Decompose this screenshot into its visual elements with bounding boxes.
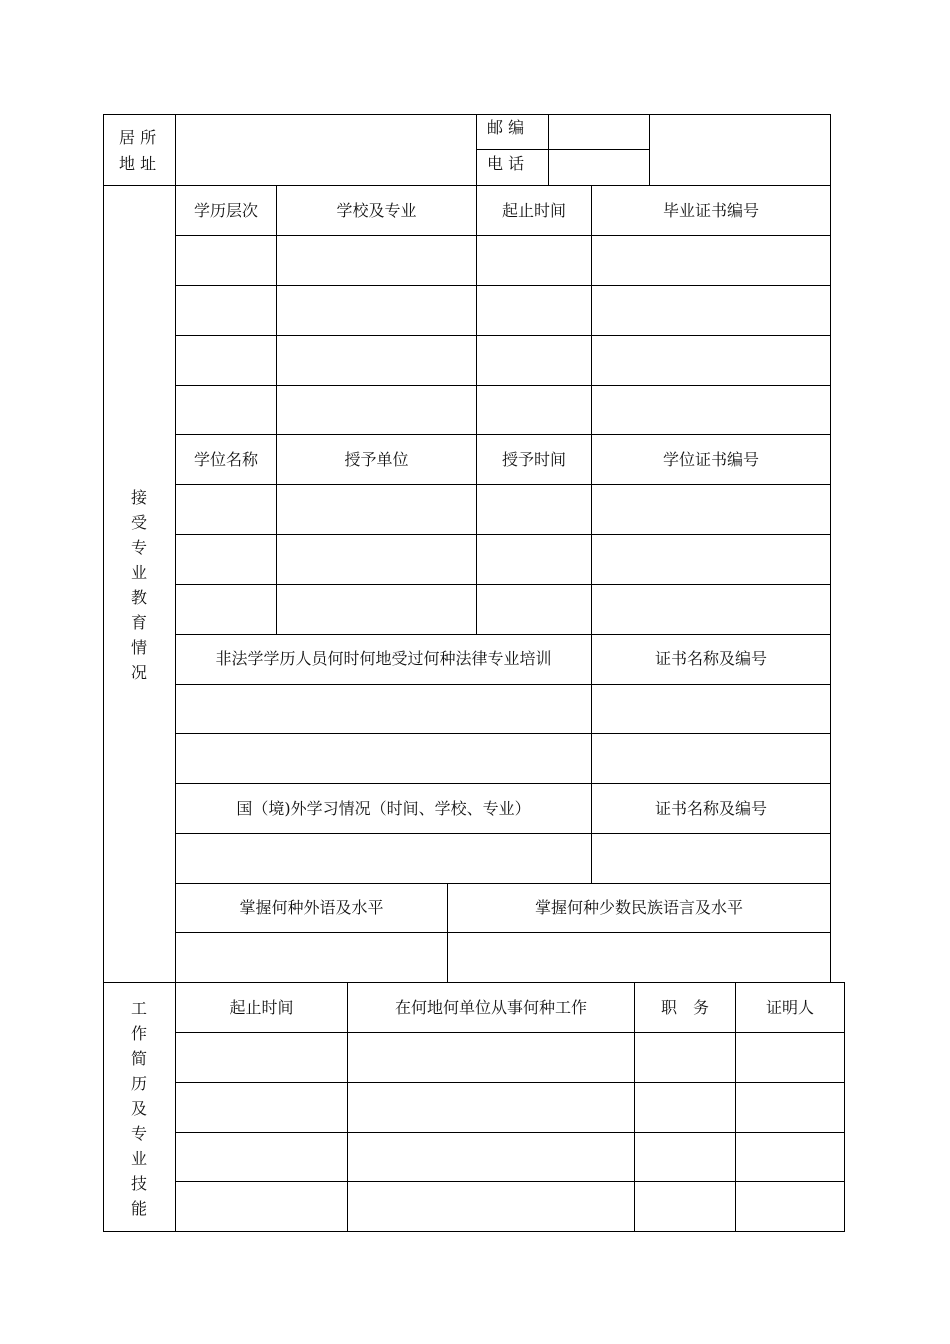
table-row[interactable]	[176, 1033, 844, 1082]
table-row[interactable]	[176, 535, 830, 584]
table-row[interactable]	[176, 1182, 844, 1231]
table-row[interactable]	[176, 1083, 844, 1132]
work-label-char: 历	[130, 1074, 147, 1093]
header-legal-training: 非法学学历人员何时何地受过何种法律专业培训	[215, 649, 552, 668]
work-section-label	[129, 996, 149, 1221]
address-label-line1: 居 所	[119, 128, 157, 147]
postcode-label: 邮 编	[487, 118, 525, 137]
education-section-label	[129, 485, 149, 685]
header-foreign-language: 掌握何种外语及水平	[239, 898, 384, 917]
address-field[interactable]	[176, 115, 476, 185]
work-label-char: 简	[130, 1049, 147, 1068]
header-degree-cert-number: 学位证书编号	[662, 450, 759, 469]
address-label-line2: 地 址	[119, 154, 157, 173]
table-row[interactable]	[176, 286, 830, 335]
education-label-char: 教	[130, 588, 147, 607]
table-row[interactable]	[176, 386, 830, 434]
work-label-char: 能	[130, 1199, 147, 1218]
header-grant-date: 授予时间	[501, 450, 566, 469]
work-label-char: 技	[130, 1174, 147, 1193]
header-work-place: 在何地何单位从事何种工作	[394, 998, 587, 1017]
header-degree-level: 学历层次	[193, 201, 258, 220]
education-label-char: 受	[130, 513, 147, 532]
header-degree-name: 学位名称	[193, 450, 258, 469]
work-label-char: 业	[130, 1149, 147, 1168]
table-row[interactable]	[176, 485, 830, 534]
table-row[interactable]	[176, 685, 830, 733]
work-label-char: 及	[130, 1099, 147, 1118]
header-abroad-certificate: 证书名称及编号	[654, 799, 767, 818]
table-row[interactable]	[176, 834, 830, 883]
education-label-char: 业	[130, 563, 147, 582]
header-granting-institution: 授予单位	[344, 450, 409, 469]
table-row[interactable]	[176, 585, 830, 634]
header-minority-language: 掌握何种少数民族语言及水平	[534, 898, 743, 917]
header-training-certificate: 证书名称及编号	[654, 649, 767, 668]
header-period: 起止时间	[501, 201, 566, 220]
education-label-char: 况	[130, 663, 147, 682]
header-reference: 证明人	[765, 998, 814, 1017]
header-work-period: 起止时间	[229, 998, 294, 1017]
table-row[interactable]	[176, 734, 830, 783]
postcode-field[interactable]	[549, 115, 649, 149]
table-row[interactable]	[176, 1133, 844, 1181]
education-label-char: 情	[130, 638, 147, 657]
work-label-char: 专	[130, 1124, 147, 1143]
phone-label: 电 话	[487, 154, 525, 173]
work-label-char: 作	[130, 1024, 147, 1043]
education-label-char: 专	[130, 538, 147, 557]
table-row[interactable]	[176, 236, 830, 285]
header-abroad-study: 国（境)外学习情况（时间、学校、专业）	[236, 799, 531, 818]
table-row[interactable]	[176, 933, 830, 982]
work-label-char: 工	[130, 999, 147, 1018]
header-position: 职 务	[660, 998, 709, 1017]
phone-field[interactable]	[549, 150, 649, 185]
header-school-major: 学校及专业	[336, 201, 417, 220]
table-row[interactable]	[176, 336, 830, 385]
education-label-char: 育	[130, 613, 147, 632]
header-diploma-number: 毕业证书编号	[662, 201, 759, 220]
education-label-char: 接	[130, 488, 147, 507]
